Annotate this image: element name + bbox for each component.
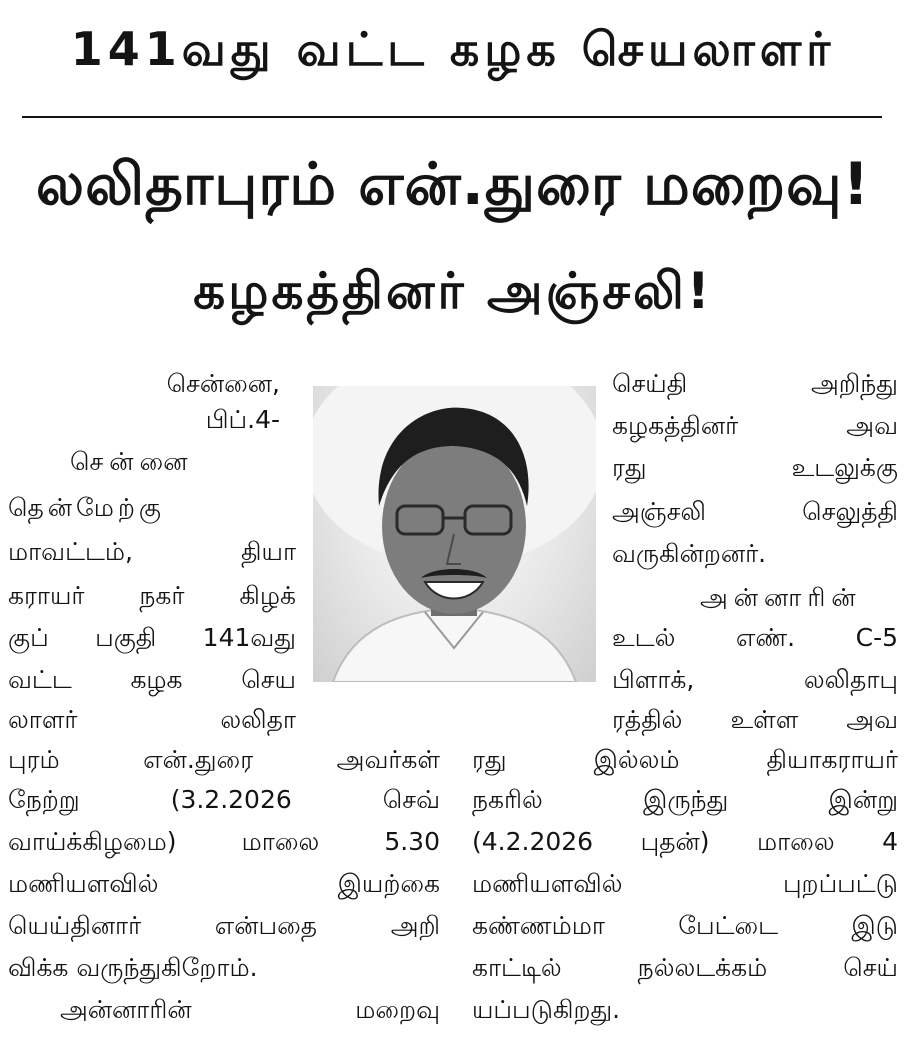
headline-rule xyxy=(22,116,882,118)
article-line: லாளர் லலிதா xyxy=(8,705,296,734)
article-line: அஞ்சலி செலுத்தி xyxy=(612,497,898,526)
article-line: மணியளவில் இயற்கை xyxy=(8,869,440,898)
article-line: கராயர் நகர் கிழக் xyxy=(8,581,296,610)
article-line: யெய்தினார் என்பதை அறி xyxy=(8,911,440,940)
article-line: விக்க வருந்துகிறோம். xyxy=(8,953,258,982)
article-line: பிளாக், லலிதாபு xyxy=(612,665,898,694)
article-line: நேற்று (3.2.2026 செவ் xyxy=(8,785,440,814)
article-line: பிப்.4- xyxy=(205,405,280,434)
article-line: ரது இல்லம் தியாகராயர் xyxy=(472,745,898,774)
article-line: செய்தி அறிந்து xyxy=(612,369,898,398)
article-line: மாவட்டம், தியா xyxy=(8,537,296,566)
sub-headline: கழகத்தினர் அஞ்சலி! xyxy=(193,262,713,320)
article-line: வருகின்றனர். xyxy=(612,539,767,568)
article-line: கழகத்தினர் அவ xyxy=(612,411,898,440)
article-line: மணியளவில் புறப்பட்டு xyxy=(472,869,898,898)
article-line: ரது உடலுக்கு xyxy=(612,453,898,482)
article-line: அன்னாரின் மறைவு xyxy=(60,995,440,1024)
article-line: காட்டில் நல்லடக்கம் செய் xyxy=(472,953,898,982)
article-line: அன்னாரின் xyxy=(700,583,862,612)
main-headline: லலிதாபுரம் என்.துரை மறைவு! xyxy=(35,150,871,218)
kicker-headline: 141வது வட்ட கழக செயலாளர் xyxy=(70,22,836,76)
article-line: சென்னை xyxy=(70,447,194,476)
article-line: வட்ட கழக செய xyxy=(8,665,296,694)
article-line: தென்மேற்கு xyxy=(8,493,165,522)
article-line: கண்ணம்மா பேட்டை இடு xyxy=(472,911,898,940)
article-line: ரத்தில் உள்ள அவ xyxy=(612,705,898,734)
article-line: (4.2.2026 புதன்) மாலை 4 xyxy=(472,827,898,856)
article-line: வாய்க்கிழமை) மாலை 5.30 xyxy=(8,827,440,856)
article-line: புரம் என்.துரை அவர்கள் xyxy=(8,745,440,774)
article-line: யப்படுகிறது. xyxy=(472,995,621,1024)
article-line: குப் பகுதி 141வது xyxy=(8,623,296,652)
article-line: நகரில் இருந்து இன்று xyxy=(472,785,898,814)
article-line: சென்னை, xyxy=(166,369,280,398)
portrait-photo xyxy=(313,386,596,682)
article-line: உடல் எண். C-5 xyxy=(612,623,898,652)
